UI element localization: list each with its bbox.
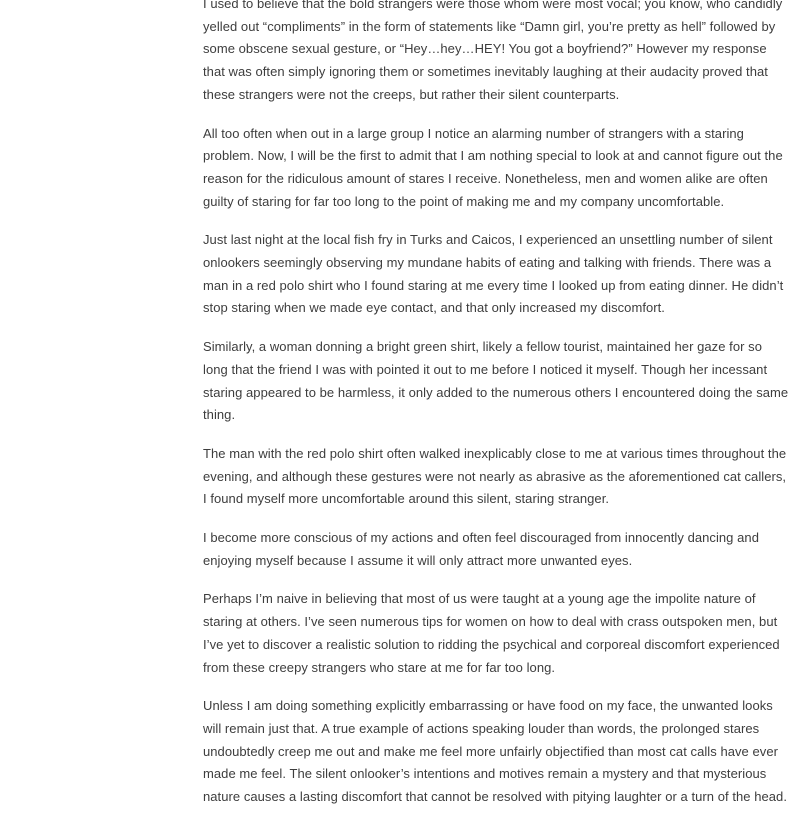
article-paragraph: Just last night at the local fish fry in Turks and Caicos, I experienced an unsettling number of silent onlookers seemingly observing my mundane habits of eating and talking with friends. There was a man in a red polo shirt who I found staring at me every time I looked up from eating dinner. He didn’t stop staring when we made eye contact, and that only increased my discomfort.: [203, 232, 784, 316]
article-paragraph: All too often when out in a large group I notice an alarming number of strangers with a staring problem. Now, I will be the first to admit that I am nothing special to look at and cannot figure out the reason for the ridiculous amount of stares I receive. Nonetheless, men and women alike are often guilty of staring for far too long to the point of making me and my company uncomfortable.: [203, 125, 783, 209]
article-paragraph: Perhaps I’m naive in believing that most of us were taught at a young age the impolite nature of staring at others. I’ve seen numerous tips for women on how to deal with crass outspoken men, but I’ve yet to discover a realistic solution to ridding the psychical and corporeal discomfort experienced from these creepy strangers who stare at me for far too long.: [203, 591, 780, 675]
article-paragraph: I become more conscious of my actions and often feel discouraged from innocently dancing and enjoying myself because I assume it will only attract more unwanted eyes.: [203, 530, 759, 568]
article-paragraph: Unless I am doing something explicitly embarrassing or have food on my face, the unwanted looks will remain just that. A true example of actions speaking louder than words, the prolonged stares undoubtedly creep me out and make me feel more unfairly objectified than most cat calls have ever made me feel. The silent onlooker’s intentions and motives remain a mystery and that mysterious nature causes a lasting discomfort that cannot be resolved with pitying laughter or a turn of the head.: [203, 698, 787, 805]
article-paragraph: The man with the red polo shirt often walked inexplicably close to me at various times throughout the evening, and although these gestures were not nearly as abrasive as the aforementioned cat callers, I found myself more uncomfortable around this silent, staring stranger.: [203, 445, 787, 507]
article-paragraph: I used to believe that the bold strangers were those whom were most vocal; you know, who candidly yelled out “compliments” in the form of statements like “Damn girl, you’re pretty as hell” followed by some obscene sexual gesture, or “Hey…hey…HEY! You got a boyfriend?” However my response that was often simply ignoring them or sometimes inevitably laughing at their audacity proved that these strangers were not the creeps, but rather their silent counterparts.: [203, 0, 783, 102]
article-paragraph: Similarly, a woman donning a bright green shirt, likely a fellow tourist, maintained her gaze for so long that the friend I was with pointed it out to me before I noticed it myself. Though her incessant staring appeared to be harmless, it only added to the numerous others I encountered doing the same thing.: [203, 339, 789, 423]
article-body: [203, 0, 790, 825]
